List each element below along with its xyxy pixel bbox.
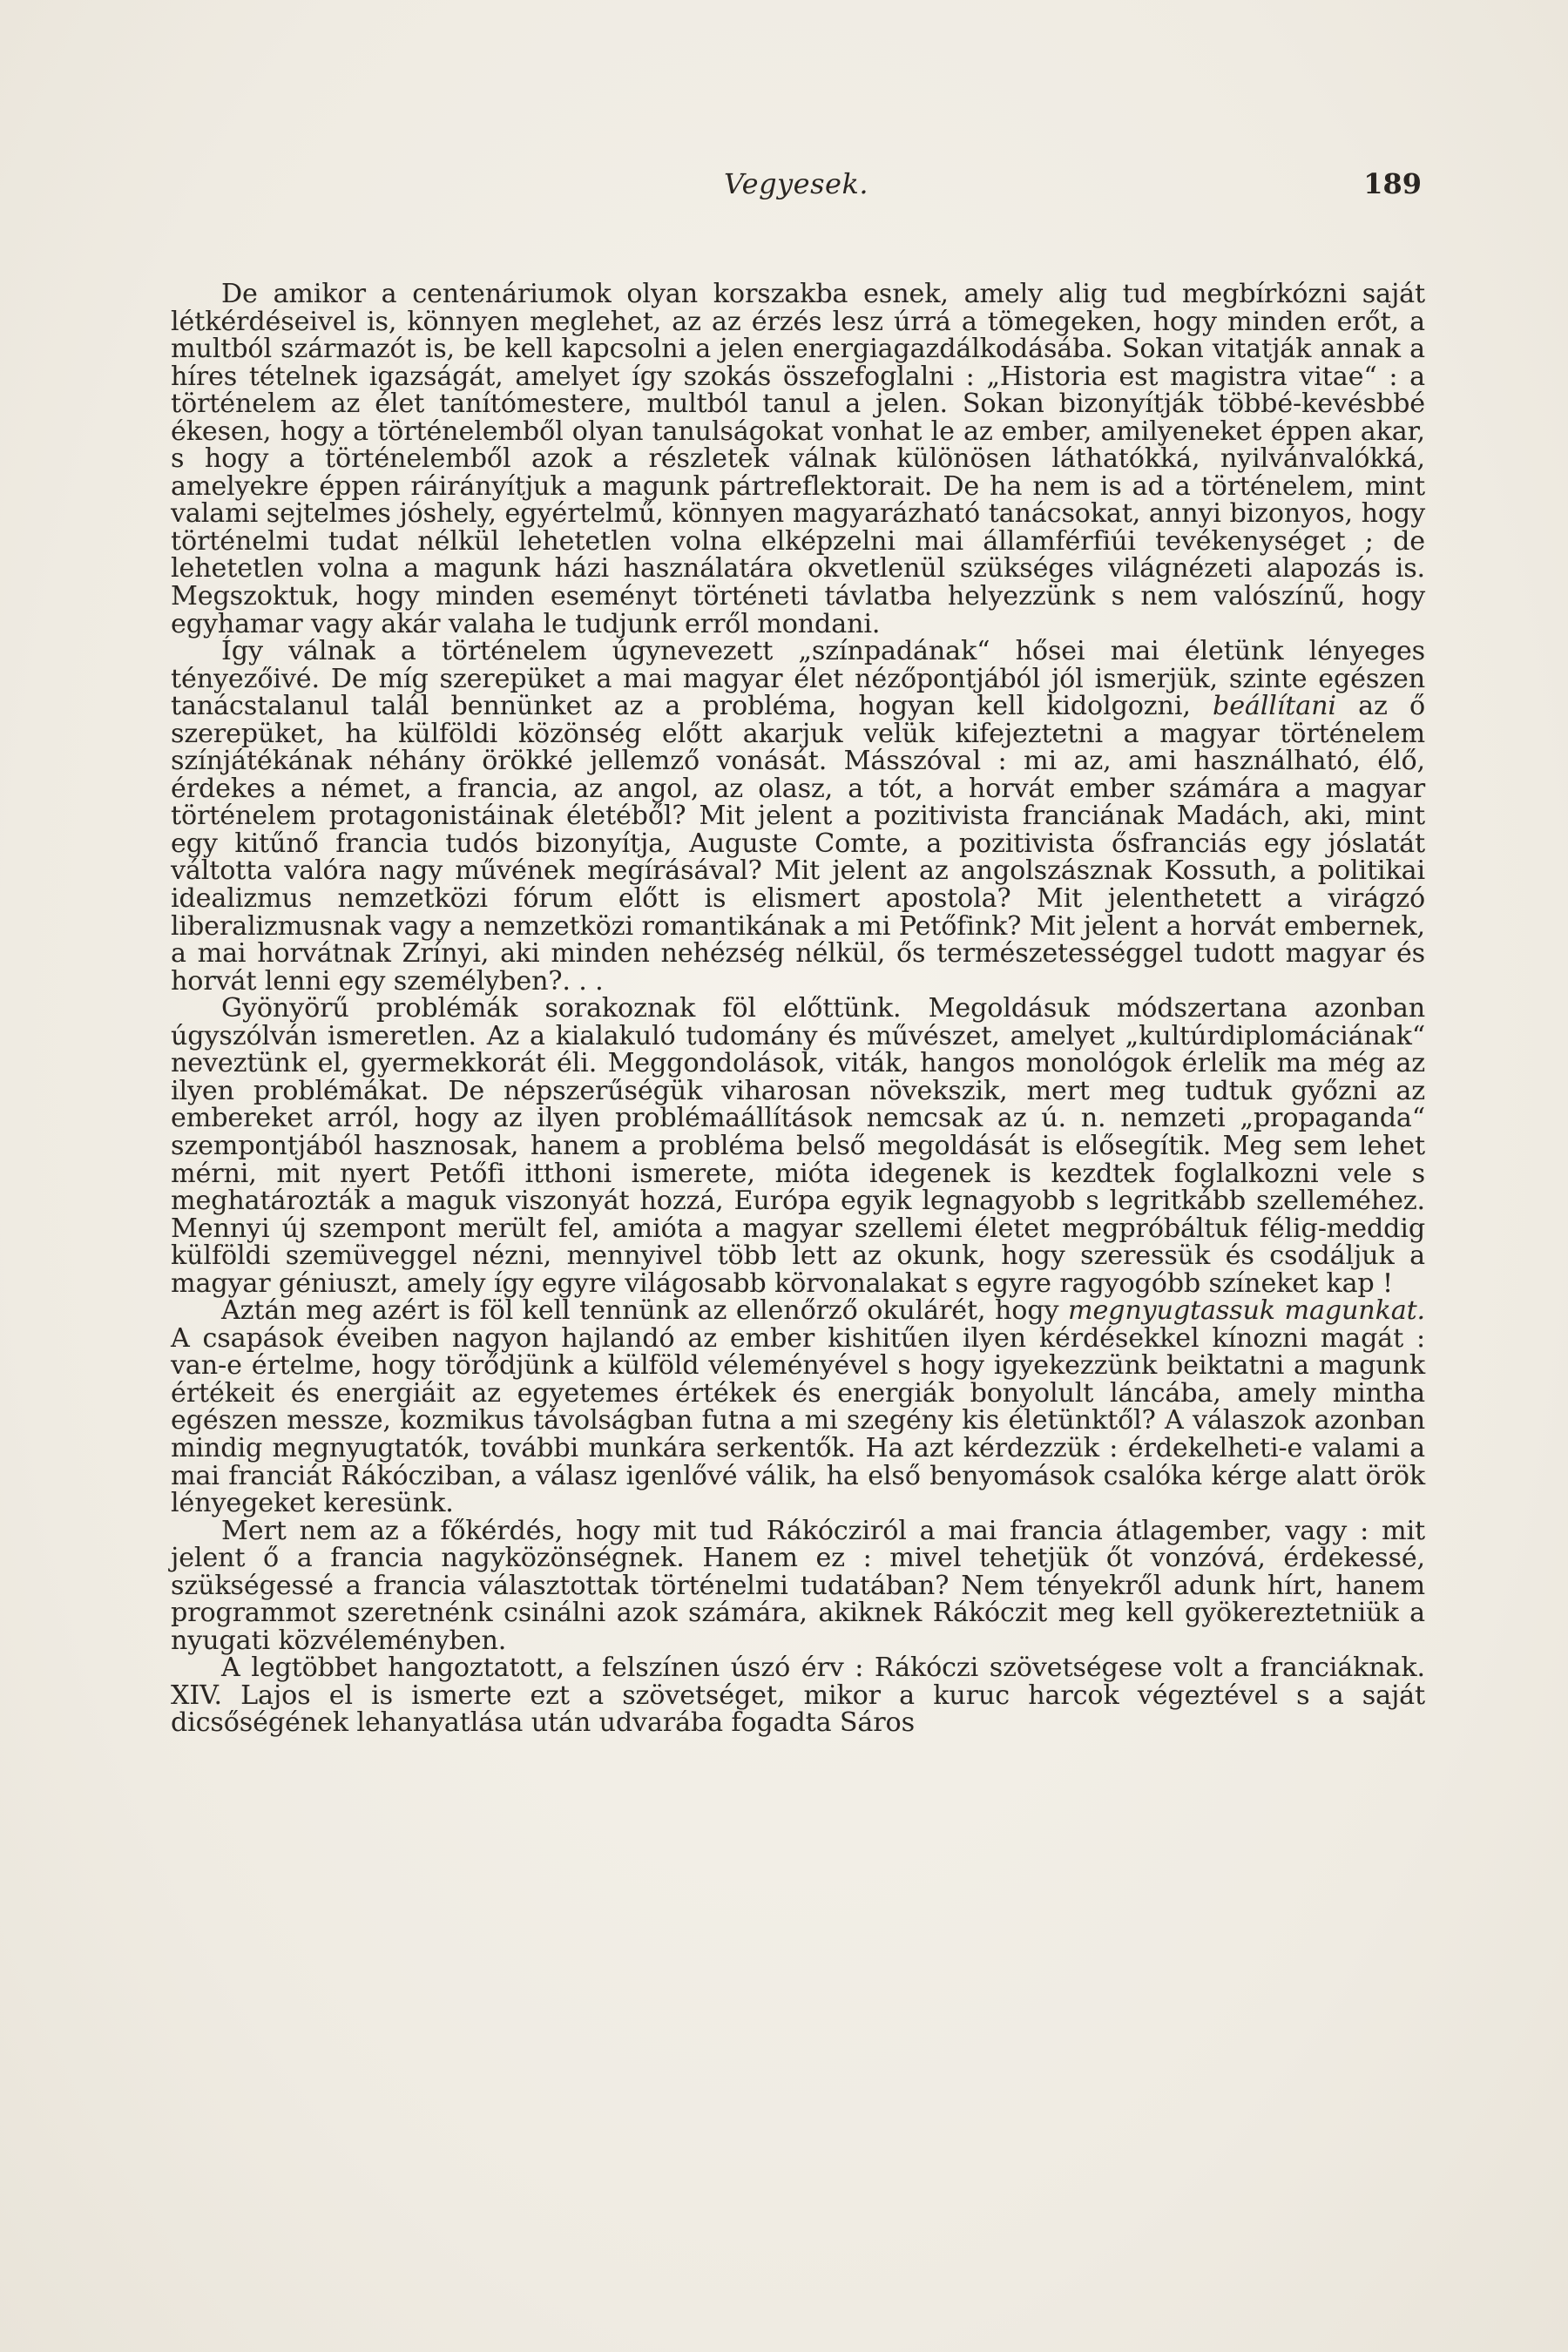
page-header — [171, 167, 1422, 211]
paragraph-text: Gyönyörű problémák sorakoznak föl előttünk. Megoldásuk módszertana azonban úgyszólván ismeretlen. Az a kialakuló tudomány és művészet, amelyet „kultúrdiplomáciának“ neveztünk el, gyermekkorát éli. Meggondolások, viták, hangos monológok érlelik ma még az ilyen problémákat. De népszerűségük viharosan növekszik, mert meg tudtuk győzni az embereket arról, hogy az ilyen problémaállítások nemcsak az ú. n. nemzeti „propaganda“ szempontjából hasznosak, hanem a probléma belső megoldását is elősegítik. Meg sem lehet mérni, mit nyert Petőfi itthoni ismerete, mióta idegenek is kezdtek foglalkozni vele s meghatározták a maguk viszonyát hozzá, Európa egyik legnagyobb s legritkább szelleméhez. Mennyi új szempont merült fel, amióta a magyar szellemi életet megpróbáltuk félig-meddig külföldi szemüveggel nézni, mennyivel több lett az okunk, hogy szeressük és csodáljuk a magyar géniuszt, amely így egyre világosabb körvonalakat s egyre ragyogóbb színeket kap ! — [171, 993, 1425, 1299]
paragraph-text: A legtöbbet hangoztatott, a felszínen úszó érv : Rákóczi szövetségese volt a franciáknak. XIV. Lajos el is ismerte ezt a szövetséget, mikor a kuruc harcok végeztével s a saját dicsőségének lehanyatlása után udvarába fogadta Sáros — [171, 1652, 1425, 1739]
paragraph-4 — [171, 1297, 1425, 1517]
running-head: Vegyesek. — [723, 167, 869, 200]
italic-emphasis: beállítani — [1213, 691, 1336, 722]
paragraph-5 — [171, 1517, 1425, 1655]
body-text — [171, 280, 1425, 1737]
paragraph-1 — [171, 280, 1425, 638]
paragraph-text: De amikor a centenáriumok olyan korszakba esnek, amely alig tud megbírkózni saját létkérdéseivel is, könnyen meglehet, az az érzés lesz úrrá a tömegeken, hogy minden erőt, a multból származót is, be kell kapcsolni a jelen energiagazdálkodásába. Sokan vitatják annak a híres tételnek igazságát, amelyet így szokás összefoglalni : „Historia est magistra vitae“ : a történelem az élet tanítómestere, multból tanul a jelen. Sokan bizonyítják többé-kevésbbé ékesen, hogy a történelemből olyan tanulságokat vonhat le az ember, amilyeneket éppen akar, s hogy a történelemből azok a részletek válnak különösen láthatókká, nyilvánvalókká, amelyekre éppen ráirányítjuk a magunk pártreflektorait. De ha nem is ad a történelem, mint valami sejtelmes jóshely, egyértelmű, könnyen magyarázható tanácsokat, annyi bizonyos, hogy történelmi tudat nélkül lehetetlen volna elképzelni mai államférfiúi tevékenységet ; de lehetetlen volna a magunk házi használatára okvetlenül szükséges világnézeti alapozás is. Megszoktuk, hogy minden eseményt történeti távlatba helyezzünk s nem valószínű, hogy egyhamar vagy akár valaha le tudjunk erről mondani. — [171, 279, 1425, 639]
italic-emphasis: megnyugtassuk magunkat. — [1067, 1295, 1426, 1327]
paragraph-text: Aztán meg azért is föl kell tennünk az ellenőrző okulárét, hogy — [221, 1295, 1068, 1327]
paragraph-text: Így válnak a történelem úgynevezett „színpadának“ hősei mai életünk lényeges tényezőivé. De míg szerepüket a mai magyar élet nézőpontjából jól ismerjük, szinte egészen tanácstalanul talál bennünket az a probléma, hogyan kell kidolgozni, — [171, 636, 1425, 722]
paragraph-text: az ő szerepüket, ha külföldi közönség előtt akarjuk velük kifejeztetni a magyar történelem színjátékának néhány örökké jellemző vonását. Másszóval : mi az, ami használható, élő, érdekes a német, a francia, az angol, az olasz, a tót, a horvát ember számára a magyar történelem protagonistáinak életéből? Mit jelent a pozitivista franciának Madách, aki, mint egy kitűnő francia tudós bizonyítja, Auguste Comte, a pozitivista ősfranciás egy jóslatát váltotta valóra nagy művének megírásával? Mit jelent az angolszásznak Kossuth, a politikai idealizmus nemzetközi fórum előtt is elismert apostola? Mit jelenthetett a virágzó liberalizmusnak vagy a nemzetközi romantikának a mi Petőfink? Mit jelent a horvát embernek, a mai horvátnak Zrínyi, aki minden nehézség nélkül, ős természetességgel tudott magyar és horvát lenni egy személyben?. . . — [171, 691, 1425, 997]
paragraph-3 — [171, 995, 1425, 1297]
paragraph-6 — [171, 1654, 1425, 1737]
paragraph-text: A csapások éveiben nagyon hajlandó az ember kishitűen ilyen kérdésekkel kínozni magát : van-e értelme, hogy törődjünk a külföld véleményével s hogy igyekezzünk beiktatni a magunk értékeit és energiáit az egyetemes értékek és energiák bonyolult láncába, amely mintha egészen messze, kozmikus távolságban futna a mi szegény kis életünktől? A válaszok azonban mindig megnyugtatók, további munkára serkentők. Ha azt kérdezzük : érdekelheti-e valami a mai franciát Rákócziban, a válasz igenlővé válik, ha első benyomások csalóka kérge alatt örök lényegeket keresünk. — [171, 1322, 1425, 1519]
paragraph-text: Mert nem az a főkérdés, hogy mit tud Rákócziról a mai francia átlagember, vagy : mit jelent ő a francia nagyközönségnek. Hanem ez : mivel tehetjük őt vonzóvá, érdekessé, szükségessé a francia választottak történelmi tudatában? Nem tényekről adunk hírt, hanem programmot szeretnénk csinálni azok számára, akiknek Rákóczit meg kell gyökereztetniük a nyugati közvéleményben. — [171, 1515, 1425, 1656]
paragraph-2 — [171, 638, 1425, 995]
page-number: 189 — [1363, 167, 1422, 200]
